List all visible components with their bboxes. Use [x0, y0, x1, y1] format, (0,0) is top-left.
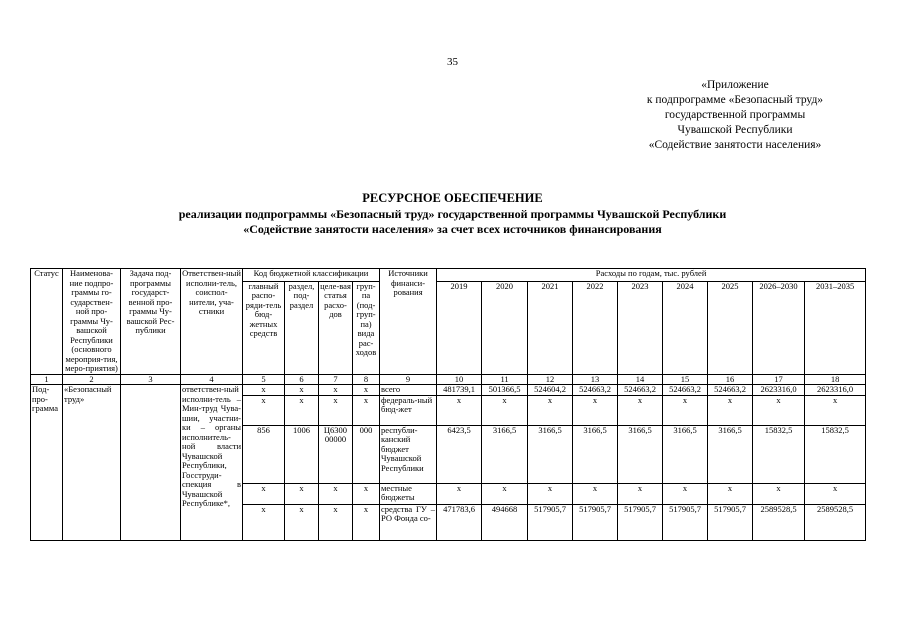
status-cell: Под-про-грамма — [31, 385, 63, 541]
appendix-line: Чувашской Республики — [677, 124, 793, 136]
column-number: 17 — [753, 374, 805, 385]
code-grbs: x — [243, 385, 285, 396]
value-cell: 524663,2 — [663, 385, 708, 396]
header-status: Статус — [31, 269, 63, 375]
value-cell: 3166,5 — [708, 425, 753, 483]
value-cell: 2623316,0 — [753, 385, 805, 396]
value-cell: x — [573, 395, 618, 425]
header-budget-code: Код бюджетной классификации — [243, 269, 380, 282]
column-number: 15 — [663, 374, 708, 385]
code-grbs: x — [243, 395, 285, 425]
value-cell: x — [482, 483, 528, 504]
value-cell: 2623316,0 — [805, 385, 866, 396]
value-cell: x — [528, 395, 573, 425]
value-cell: x — [618, 483, 663, 504]
column-number: 2 — [63, 374, 121, 385]
code-group: 000 — [353, 425, 380, 483]
column-number: 16 — [708, 374, 753, 385]
program-name-cell: «Безопасный труд» — [63, 385, 121, 541]
code-group: x — [353, 385, 380, 396]
column-number: 3 — [121, 374, 181, 385]
code-article: x — [319, 395, 353, 425]
source-cell: средства ГУ – РО Фонда со- — [380, 504, 437, 540]
column-number: 11 — [482, 374, 528, 385]
column-number: 8 — [353, 374, 380, 385]
title-line-2: «Содействие занятости населения» за счет всех источников финансирования — [243, 222, 662, 236]
header-year: 2023 — [618, 281, 663, 374]
value-cell: 481739,1 — [437, 385, 482, 396]
appendix-line: государственной программы — [664, 109, 806, 121]
value-cell: 3166,5 — [528, 425, 573, 483]
value-cell: 517905,7 — [708, 504, 753, 540]
column-number: 14 — [618, 374, 663, 385]
value-cell: 524663,2 — [573, 385, 618, 396]
value-cell: 524663,2 — [618, 385, 663, 396]
header-sources: Источники финанси-рования — [380, 269, 437, 375]
value-cell: 494668 — [482, 504, 528, 540]
value-cell: 3166,5 — [573, 425, 618, 483]
code-section: 1006 — [285, 425, 319, 483]
appendix-line: «Содействие занятости населения» — [648, 139, 822, 151]
page-number: 35 — [447, 56, 458, 68]
code-article: x — [319, 483, 353, 504]
code-grbs: x — [243, 483, 285, 504]
column-number: 9 — [380, 374, 437, 385]
value-cell: 2589528,5 — [805, 504, 866, 540]
value-cell: 517905,7 — [618, 504, 663, 540]
value-cell: 3166,5 — [618, 425, 663, 483]
code-section: x — [285, 385, 319, 396]
value-cell: x — [663, 483, 708, 504]
code-group: x — [353, 504, 380, 540]
value-cell: x — [573, 483, 618, 504]
code-group: x — [353, 483, 380, 504]
header-responsible: Ответствен-ный исполни-тель, соиспол-нители, уча-стники — [181, 269, 243, 375]
value-cell: 3166,5 — [482, 425, 528, 483]
task-cell — [121, 385, 181, 541]
header-year: 2022 — [573, 281, 618, 374]
code-grbs: x — [243, 504, 285, 540]
value-cell: x — [437, 483, 482, 504]
column-number: 4 — [181, 374, 243, 385]
header-year: 2020 — [482, 281, 528, 374]
code-article: x — [319, 504, 353, 540]
header-code-group: груп-па (под-груп-па) вида рас-ходов — [353, 281, 380, 374]
value-cell: 524663,2 — [708, 385, 753, 396]
value-cell: 6423,5 — [437, 425, 482, 483]
title-main: РЕСУРСНОЕ ОБЕСПЕЧЕНИЕ — [362, 191, 543, 205]
resource-table — [30, 268, 866, 541]
source-cell: республи-канский бюджет Чувашской Республики — [380, 425, 437, 483]
table-header-row — [31, 269, 866, 282]
value-cell: 501366,5 — [482, 385, 528, 396]
header-code-article: целе-вая статья расхо-дов — [319, 281, 353, 374]
value-cell: 471783,6 — [437, 504, 482, 540]
code-section: x — [285, 504, 319, 540]
code-group: x — [353, 395, 380, 425]
value-cell: x — [753, 483, 805, 504]
code-section: x — [285, 395, 319, 425]
value-cell: 517905,7 — [573, 504, 618, 540]
value-cell: 517905,7 — [528, 504, 573, 540]
column-number: 12 — [528, 374, 573, 385]
value-cell: x — [437, 395, 482, 425]
code-grbs: 856 — [243, 425, 285, 483]
header-expenses: Расходы по годам, тыс. рублей — [437, 269, 866, 282]
source-cell: местные бюджеты — [380, 483, 437, 504]
header-name: Наименова-ние подпро-граммы го-сударствен-ной про-граммы Чу-вашской Республики (основного мероприя-тия, меро-приятия) — [63, 269, 121, 375]
column-number: 18 — [805, 374, 866, 385]
appendix-line: к подпрограмме «Безопасный труд» — [646, 94, 824, 106]
column-number: 1 — [31, 374, 63, 385]
value-cell: x — [708, 483, 753, 504]
header-year: 2021 — [528, 281, 573, 374]
column-number: 7 — [319, 374, 353, 385]
header-code-section: раздел, под-раздел — [285, 281, 319, 374]
value-cell: x — [528, 483, 573, 504]
header-year: 2026–2030 — [753, 281, 805, 374]
header-code-grbs: главный распо-ряди-тель бюд-жетных средств — [243, 281, 285, 374]
responsible-cell: ответствен-ный исполни-тель – Мин-труд Чува-шии, участни-ки – органы исполнитель-ной власти Чувашской Республики, Госструди-спекция в Чувашской Республике*, — [181, 385, 243, 541]
value-cell: 2589528,5 — [753, 504, 805, 540]
value-cell: x — [482, 395, 528, 425]
appendix-line: «Приложение — [701, 79, 769, 91]
header-year: 2031–2035 — [805, 281, 866, 374]
title-line-1: реализации подпрограммы «Безопасный труд» государственной программы Чувашской Республики — [178, 207, 727, 221]
source-cell: всего — [380, 385, 437, 396]
value-cell: 524604,2 — [528, 385, 573, 396]
appendix-note — [560, 78, 905, 153]
header-year: 2024 — [663, 281, 708, 374]
source-cell: федераль-ный бюд-жет — [380, 395, 437, 425]
document-title — [0, 190, 905, 237]
value-cell: 517905,7 — [663, 504, 708, 540]
value-cell: x — [805, 395, 866, 425]
column-number: 5 — [243, 374, 285, 385]
value-cell: x — [663, 395, 708, 425]
value-cell: 15832,5 — [805, 425, 866, 483]
value-cell: x — [618, 395, 663, 425]
column-numbers-row — [31, 374, 866, 385]
value-cell: x — [805, 483, 866, 504]
table-row — [31, 385, 866, 396]
code-section: x — [285, 483, 319, 504]
value-cell: 3166,5 — [663, 425, 708, 483]
header-year: 2025 — [708, 281, 753, 374]
value-cell: x — [708, 395, 753, 425]
code-article: Ц6300 00000 — [319, 425, 353, 483]
column-number: 13 — [573, 374, 618, 385]
column-number: 6 — [285, 374, 319, 385]
header-year: 2019 — [437, 281, 482, 374]
code-article: x — [319, 385, 353, 396]
header-task: Задача под-программы государст-венной про-граммы Чу-вашской Рес-публики — [121, 269, 181, 375]
column-number: 10 — [437, 374, 482, 385]
value-cell: 15832,5 — [753, 425, 805, 483]
value-cell: x — [753, 395, 805, 425]
